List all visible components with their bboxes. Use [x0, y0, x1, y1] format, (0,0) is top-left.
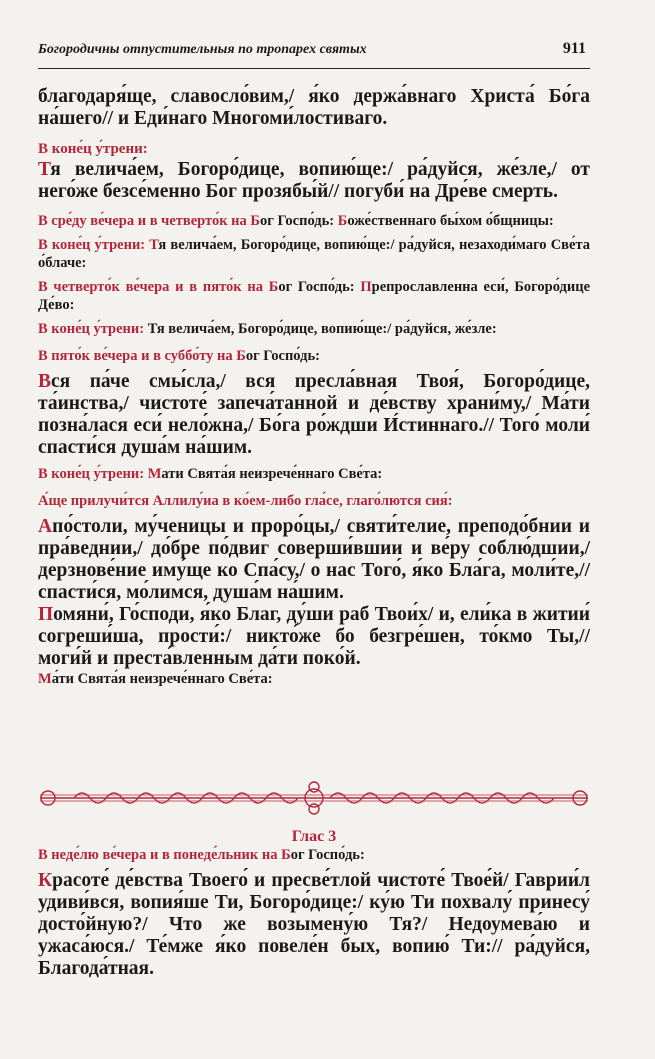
glas-heading: Глас 3	[291, 828, 337, 845]
page-content	[38, 86, 590, 688]
running-header	[38, 38, 590, 69]
rubric-4: В четверто́к ве́чера и в пято́к на Бог Госпо́дь: Препрославленна еси́, Богоро́дице Де́во:	[38, 279, 591, 313]
paragraph-4: Апо́столи, му́ченицы и проро́цы,/ святи́телие, преподо́бнии и пра́веднии,/ до́бре по́двиг соверши́вшии и ве́ру соблю́дшии,/ дерзнове́ние иму́ще ко Спа́су,/ о нас Того́, я́ко Бла́га, моли́те,// спасти́ся, мо́лимся, душа́м на́шим.	[38, 516, 590, 603]
paragraph-3: Вся па́че смы́сла,/ вся пресла́вная Твоя́, Богоро́дице, та́инства,/ чистоте́ запеча́танной и де́вству храни́му,/ Ма́ти позна́лася еси́ нело́жна,/ Бо́га ро́ждши И́стиннаго.// Того́ моли́ спасти́ся душа́м на́шим.	[38, 371, 590, 458]
paragraph-2-text: я велича́ем, Богоро́дице, вопию́ще:/ ра́дуйся, же́зле,/ от него́же безсе́менно Бог прозябы́й// погуби́ на Дре́ве смерть.	[38, 159, 590, 202]
rubric-2: В сре́ду ве́чера и в четверто́к на Бог Госпо́дь: Боже́ственнаго бы́хом о́бщницы:	[38, 213, 554, 229]
glas-3-section	[38, 828, 590, 980]
rubric-3: В коне́ц у́трени: Тя велича́ем, Богоро́дице, вопию́ще:/ ра́дуйся, незаходи́маго Све́та о́блаче:	[38, 237, 590, 271]
paragraph-5: Помяни́, Го́споди, я́ко Благ, ду́ши раб Твои́х/ и, ели́ка в житии́ согреши́ша, прости́:/ никто́же бо безгре́шен, то́кмо Ты,// моги́й и преста́вленным да́ти поко́й.	[38, 604, 590, 669]
paragraph-1: благодаря́ще, славосло́вим,/ я́ко держа́внаго Христа́ Бо́га на́шего// и Еди́наго Многоми́лостиваго.	[38, 86, 590, 129]
rubric-6: В пято́к ве́чера и в суббо́ту на Бог Госпо́дь:	[38, 348, 320, 364]
paragraph-2	[38, 159, 590, 203]
initial-cap: Т	[38, 159, 51, 180]
rubric-7: В коне́ц у́трени: Мати Свята́я неизрече́ннаго Све́та:	[38, 466, 383, 482]
rubric-5: В коне́ц у́трени: Тя велича́ем, Богоро́дице, вопию́ще:/ ра́дуйся, же́зле:	[38, 321, 497, 337]
decorative-red-divider-icon	[34, 780, 594, 816]
paragraph-6: Красоте́ де́вства Твоего́ и пресве́тлой чистоте́ Твое́й/ Гаврии́л удиви́вся, вопия́ше Ти, Богоро́дице:/ ку́ю Ти похвалу́ принесу́ досто́йную?/ Что же возымену́ю Тя?/ Недоумева́ю и ужаса́юся./ Те́мже я́ко повеле́н бых, вопию́ Ти:// ра́дуйся, Благода́тная.	[38, 870, 590, 979]
rubric-10: В неде́лю ве́чера и в понеде́льник на Бог Госпо́дь:	[38, 847, 365, 863]
rubric-1: В коне́ц у́трени:	[38, 141, 148, 157]
rubric-9: Ма́ти Свята́я неизрече́ннаго Све́та:	[38, 671, 273, 687]
header-title: Богородичны отпустительныя по тропарех святых	[38, 42, 367, 57]
page-number: 911	[562, 40, 586, 57]
rubric-8: А́ще прилучи́тся Аллилу́иа в ко́ем-либо гла́се, глаго́лются сия́:	[38, 493, 453, 509]
